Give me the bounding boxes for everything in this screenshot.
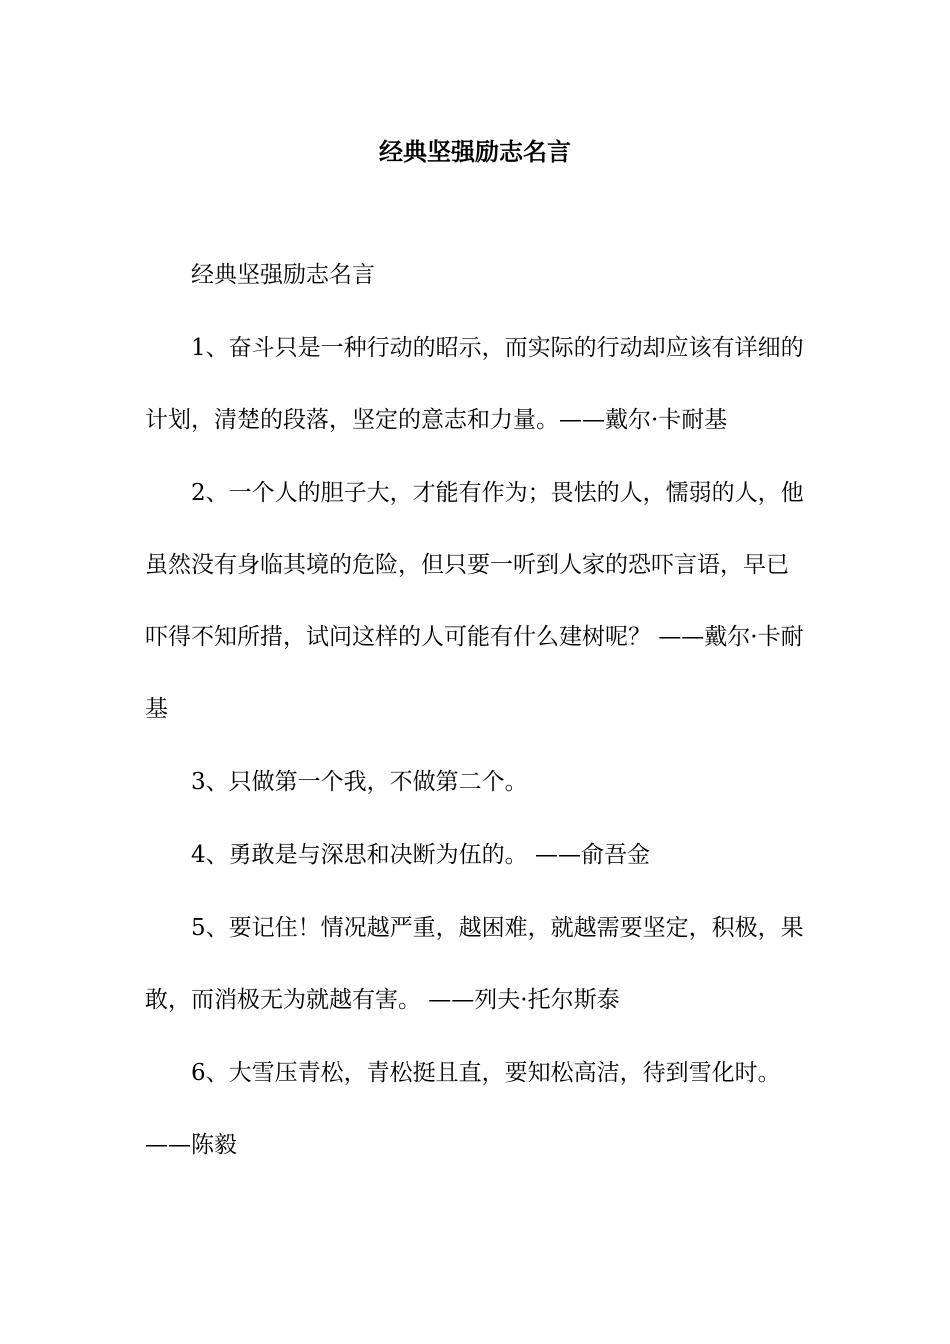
quote-2: 2、一个人的胆子大，才能有作为；畏怯的人，懦弱的人，他虽然没有身临其境的危险，但只要一听到人家的恐吓言语，早已吓得不知所措，试问这样的人可能有什么建树呢？ ——戴尔·卡耐基 bbox=[145, 480, 804, 722]
document-title: 经典坚强励志名言 bbox=[379, 137, 571, 166]
quote-4: 4、勇敢是与深思和决断为伍的。 ——俞吾金 bbox=[191, 842, 650, 868]
quote-6: 6、大雪压青松，青松挺且直，要知松高洁，待到雪化时。——陈毅 bbox=[145, 1060, 781, 1158]
quote-1: 1、奋斗只是一种行动的昭示，而实际的行动却应该有详细的计划，清楚的段落，坚定的意志和力量。——戴尔·卡耐基 bbox=[145, 335, 804, 433]
quote-3: 3、只做第一个我，不做第二个。 bbox=[191, 769, 528, 795]
document-body bbox=[145, 255, 809, 1198]
quote-5: 5、要记住！情况越严重，越困难，就越需要坚定，积极，果敢，而消极无为就越有害。 ——列夫·托尔斯泰 bbox=[145, 915, 804, 1013]
paragraph-heading: 经典坚强励志名言 bbox=[191, 262, 375, 288]
